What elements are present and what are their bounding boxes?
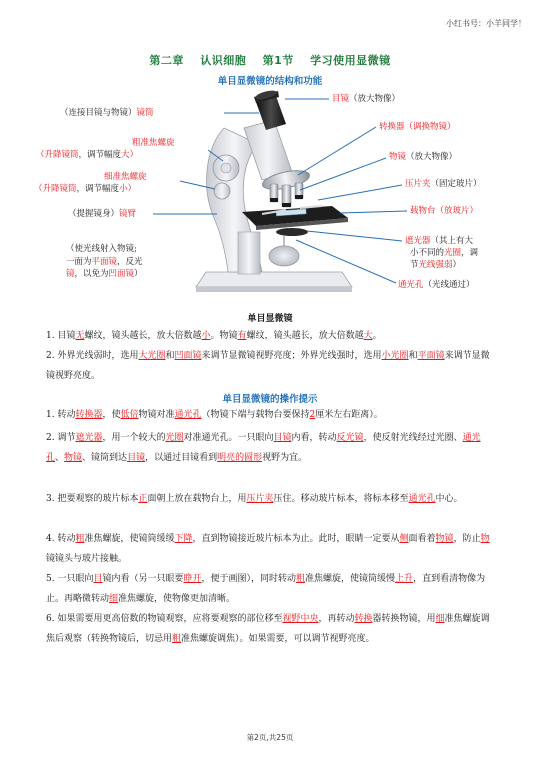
step-highlight: 光圈 bbox=[165, 433, 184, 443]
label-mirror-line3 bbox=[66, 268, 143, 280]
label-light-hole bbox=[398, 279, 475, 291]
label-coarse-focus-name bbox=[132, 137, 175, 149]
label-diaphragm-line2 bbox=[410, 247, 478, 259]
label-eyepiece-desc: （放大物像） bbox=[349, 94, 401, 104]
step-highlight: 明亮的圆形 bbox=[217, 452, 263, 463]
step-highlight: 目 bbox=[93, 574, 103, 584]
step-text: 准焦螺旋，使镜筒缓慢 bbox=[305, 574, 396, 584]
step-text: 压住。移动玻片标本，将标本移至 bbox=[273, 494, 409, 504]
text-raise-tube: 升降镜筒 bbox=[42, 184, 77, 194]
step-highlight: 压片夹 bbox=[246, 494, 274, 504]
label-converter bbox=[379, 121, 456, 133]
text-one-side: 一面为 bbox=[66, 257, 92, 267]
step-text: 6. 如果需要用更高倍数的物镜观察，应将要观察的部位移至 bbox=[46, 614, 283, 624]
step-1 bbox=[46, 406, 496, 426]
label-clip-desc: （固定玻片） bbox=[430, 179, 482, 189]
text-concave-mirror: 凹面镜 bbox=[108, 269, 135, 279]
step-text: ，直到物镜接近玻片标本为止。此时，眼睛一定要从 bbox=[192, 534, 400, 544]
label-mirror-line1: （使光线射入物镜; bbox=[66, 244, 137, 254]
note-text: 来调节显微镜视野亮度；外界光线强时，选用 bbox=[201, 351, 382, 361]
note-highlight: 大 bbox=[363, 331, 373, 341]
step-text: 4. 转动 bbox=[46, 534, 76, 544]
note-text: 。物镜 bbox=[210, 331, 238, 341]
step-text: ，使反射光线经过光圈、 bbox=[363, 433, 463, 443]
step-6 bbox=[46, 610, 496, 649]
text-plane-mirror: 平面镜 bbox=[91, 257, 118, 267]
text-large: 大 bbox=[121, 150, 130, 160]
label-tube bbox=[60, 107, 154, 119]
step-text: 物镜对准 bbox=[138, 410, 175, 420]
section-title-structure: 单目显微镜的结构和功能 bbox=[217, 76, 323, 87]
page-title: 第二章 认识细胞 第1节 学习使用显微镜 bbox=[149, 54, 391, 67]
step-text: 1. 转动 bbox=[46, 410, 76, 420]
step-text: 面看着 bbox=[408, 534, 436, 544]
step-highlight: 转换 bbox=[354, 614, 373, 624]
step-text: 对准通光孔。一只眼向 bbox=[183, 433, 274, 443]
label-objective-desc: （放大物像） bbox=[406, 152, 458, 162]
note-text: 。 bbox=[372, 331, 382, 341]
label-diaphragm-line3 bbox=[410, 259, 461, 271]
step-text: 、 bbox=[55, 452, 65, 463]
step-highlight: 通光孔 bbox=[46, 433, 481, 463]
step-text: 镜镜头与玻片接触。 bbox=[46, 553, 128, 564]
step-text: 3. 把要观察的玻片标本 bbox=[46, 494, 139, 504]
step-text: 准焦螺旋调焦后观察（转换物镜后，切忌用 bbox=[46, 614, 490, 644]
page-number: 第2页,共25页 bbox=[246, 733, 294, 742]
step-highlight: 下降 bbox=[174, 534, 193, 544]
step-highlight: 低倍 bbox=[120, 410, 139, 420]
label-fine-focus-desc bbox=[34, 183, 136, 195]
step-text: ，以通过目镜看到 bbox=[145, 452, 218, 463]
step-highlight: 物镜 bbox=[64, 452, 83, 463]
text-other-side: ，以免为 bbox=[74, 269, 109, 279]
step-text: 准焦螺旋调焦）。如果需要，可以调节视野亮度。 bbox=[181, 633, 375, 644]
text-small-different: 小不同的 bbox=[410, 248, 445, 258]
step-3 bbox=[46, 490, 496, 510]
text-small: 小 bbox=[119, 184, 128, 194]
text-adjust-range: ，调节幅度 bbox=[78, 150, 122, 160]
step-highlight: 2 bbox=[309, 410, 316, 420]
paren-close: ） bbox=[129, 150, 139, 160]
step-highlight: 正 bbox=[138, 494, 148, 504]
step-highlight: 细 bbox=[109, 593, 119, 604]
text-raise-tube: 升降镜筒 bbox=[44, 150, 79, 160]
label-objective-name: 物镜 bbox=[389, 152, 407, 162]
note-text: 螺纹，镜头越长，放大倍数越 bbox=[246, 331, 364, 341]
step-highlight: 粗 bbox=[296, 574, 306, 584]
step-highlight: 通光孔 bbox=[174, 410, 202, 420]
label-stage-name: 载物台 bbox=[410, 206, 436, 216]
label-fine-focus-name bbox=[104, 171, 147, 183]
step-text: 2. 调节 bbox=[46, 433, 76, 443]
note-text: 和 bbox=[408, 351, 418, 361]
note-highlight: 大光圈 bbox=[138, 351, 166, 361]
label-tube-name: 镜筒 bbox=[136, 108, 154, 118]
step-2 bbox=[46, 429, 496, 468]
text-adjust-range: ，调节幅度 bbox=[76, 184, 120, 194]
figure-caption: 单目显微镜 bbox=[247, 314, 293, 324]
note-highlight: 平面镜 bbox=[417, 351, 445, 361]
label-light-hole-name: 通光孔 bbox=[398, 280, 424, 290]
step-highlight: 睁开 bbox=[183, 574, 202, 584]
step-text: ，便于画图），同时转动 bbox=[201, 574, 297, 584]
step-text: 准焦螺旋，使物像更加清晰。 bbox=[118, 593, 236, 604]
label-stage bbox=[410, 205, 478, 217]
step-highlight: 遮光器 bbox=[75, 433, 103, 443]
label-arm-name: 镜臂 bbox=[119, 209, 137, 219]
step-text: 内看，转动 bbox=[291, 433, 337, 443]
step-highlight: 细 bbox=[435, 614, 445, 624]
label-converter-desc: （调换物镜） bbox=[404, 122, 456, 132]
note-text: 目镜 bbox=[57, 331, 76, 341]
note-text: 外界光线弱时，选用 bbox=[57, 351, 139, 361]
label-stage-desc: （放玻片） bbox=[435, 206, 479, 216]
label-mirror-line2 bbox=[66, 256, 143, 268]
section-title-operation: 单目显微镜的操作提示 bbox=[222, 394, 318, 405]
label-fine-focus-title: 细准焦螺旋 bbox=[104, 172, 147, 182]
label-objective bbox=[389, 151, 457, 163]
label-clip-name: 压片夹 bbox=[405, 179, 431, 189]
text-light-intensity: 光线强弱 bbox=[418, 260, 453, 270]
step-highlight: 转换器 bbox=[75, 410, 103, 420]
text-paren-has-large: （其上有大 bbox=[430, 236, 474, 246]
text-comma: ，反光 bbox=[117, 257, 143, 267]
step-highlight: 侧 bbox=[399, 534, 409, 544]
step-highlight: 粗 bbox=[172, 633, 182, 644]
step-5 bbox=[46, 570, 496, 609]
note-text: 和 bbox=[165, 351, 175, 361]
step-text: 视野为宜。 bbox=[262, 452, 308, 463]
step-highlight: 通光孔 bbox=[408, 494, 436, 504]
text-regulate: 节 bbox=[410, 260, 419, 270]
step-text: 厘米左右距离）。 bbox=[315, 410, 383, 420]
label-eyepiece bbox=[332, 93, 400, 105]
label-light-hole-desc: （光线通过） bbox=[423, 280, 475, 290]
step-text: 准焦螺旋，使镜筒缓缓 bbox=[84, 534, 175, 544]
note-text: 来调节显微镜视野亮度。 bbox=[46, 351, 490, 381]
step-text: ，防止 bbox=[453, 534, 481, 544]
step-4 bbox=[46, 530, 496, 569]
note-highlight: 小 bbox=[201, 331, 211, 341]
label-coarse-focus-desc bbox=[36, 149, 138, 161]
text-adjust: ，调 bbox=[461, 248, 479, 258]
text-aperture: 光圈 bbox=[444, 248, 462, 258]
step-text: 器转换物镜，用 bbox=[372, 614, 436, 624]
step-text: ，使 bbox=[102, 410, 121, 420]
step-highlight: 目镜 bbox=[127, 452, 146, 463]
paren-close: ） bbox=[452, 260, 462, 270]
step-text: 面朝上放在载物台上，用 bbox=[147, 494, 247, 504]
step-text: 5. 一只眼向 bbox=[46, 574, 94, 584]
step-highlight: 目镜 bbox=[273, 433, 292, 443]
step-highlight: 物 bbox=[480, 534, 490, 544]
note-text: 螺纹，镜头越长，放大倍数越 bbox=[84, 331, 202, 341]
step-text: （物镜下端与载物台要保持 bbox=[201, 410, 310, 420]
paren-close: ） bbox=[127, 184, 137, 194]
label-clip bbox=[405, 178, 482, 190]
step-highlight: 粗 bbox=[75, 534, 85, 544]
paren-open: （ bbox=[36, 150, 45, 160]
step-highlight: 物镜 bbox=[435, 534, 454, 544]
step-text: ，直到看清物像为止。再略微转动 bbox=[46, 574, 486, 604]
step-text: 中心。 bbox=[435, 494, 463, 504]
step-highlight: 上升 bbox=[395, 574, 414, 584]
label-diaphragm-line1 bbox=[405, 235, 473, 247]
label-arm-desc: （提握镜身） bbox=[68, 209, 120, 219]
label-converter-name: 转换器 bbox=[379, 122, 405, 132]
page-header: 小红书号：小羊同学！ bbox=[446, 19, 526, 28]
note-2 bbox=[46, 347, 496, 386]
step-text: 、镜筒到达 bbox=[82, 452, 128, 463]
note-number: 1. bbox=[46, 331, 55, 341]
label-coarse-focus-title: 粗准焦螺旋 bbox=[132, 138, 175, 148]
note-highlight: 凹面镜 bbox=[174, 351, 202, 361]
paren-close: ） bbox=[134, 269, 143, 279]
step-highlight: 视野中央 bbox=[282, 614, 319, 624]
label-arm bbox=[68, 208, 136, 220]
note-1 bbox=[46, 327, 496, 347]
note-number: 2. bbox=[46, 351, 55, 361]
step-highlight: 反光镜 bbox=[336, 433, 364, 443]
step-text: 镜内看（另一只眼要 bbox=[102, 574, 184, 584]
note-highlight: 小光圈 bbox=[381, 351, 409, 361]
label-eyepiece-name: 目镜 bbox=[332, 94, 350, 104]
step-text: ，用一个较大的 bbox=[102, 433, 166, 443]
text-mirror: 镜 bbox=[66, 269, 75, 279]
note-highlight: 有 bbox=[237, 331, 247, 341]
paren-open: （ bbox=[34, 184, 43, 194]
note-highlight: 无 bbox=[75, 331, 85, 341]
label-tube-desc: （连接目镜与物镜） bbox=[60, 108, 137, 118]
step-text: ，再转动 bbox=[318, 614, 355, 624]
label-diaphragm-name: 遮光器 bbox=[405, 236, 431, 246]
